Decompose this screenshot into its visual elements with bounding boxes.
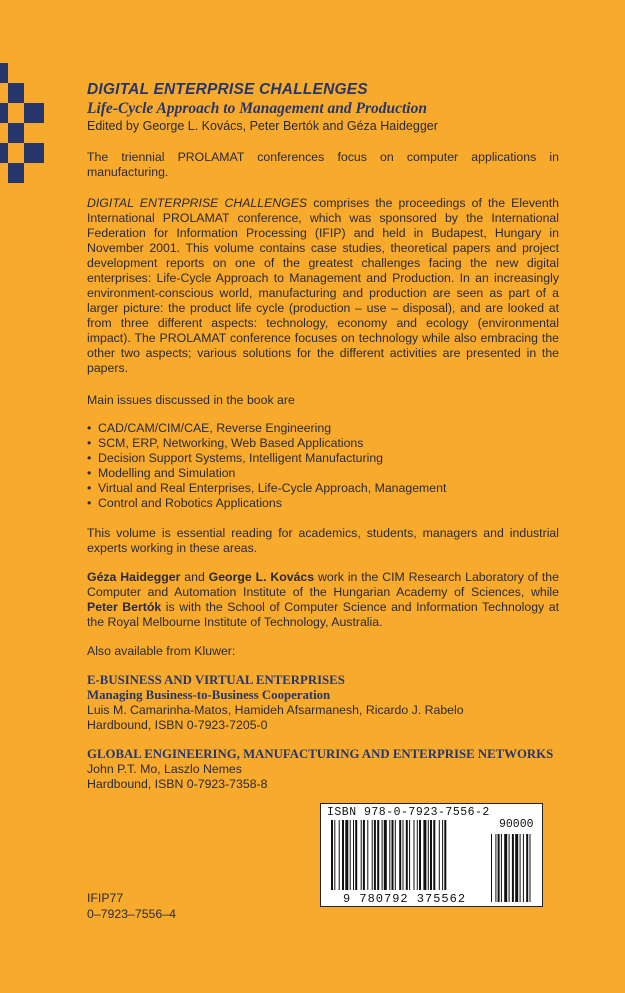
- barcode-bar: [363, 820, 365, 890]
- barcode-bar: [419, 820, 421, 890]
- barcode-addon-bar: [504, 834, 507, 902]
- barcode-bar: [406, 820, 408, 890]
- barcode-addon-bar: [495, 834, 496, 902]
- isbn-barcode: [320, 803, 543, 907]
- barcode-bar: [403, 820, 404, 890]
- isbn-code: 0–7923–7556–4: [87, 907, 176, 921]
- barcode-bar: [350, 820, 351, 890]
- list-item: • SCM, ERP, Networking, Web Based Applications: [87, 436, 559, 451]
- barcode-bar: [423, 820, 426, 890]
- barcode-bar: [417, 820, 418, 890]
- barcode-bar: [414, 820, 415, 890]
- barcode-bar: [339, 820, 340, 890]
- barcode-ean-number: 9 780792 375562: [343, 892, 467, 906]
- related-book-title: E-BUSINESS AND VIRTUAL ENTERPRISES: [87, 673, 345, 687]
- list-item: • CAD/CAM/CIM/CAE, Reverse Engineering: [87, 421, 559, 436]
- book-title: DIGITAL ENTERPRISE CHALLENGES: [87, 81, 368, 98]
- barcode-bar: [342, 820, 344, 890]
- barcode-bar: [444, 820, 446, 890]
- related-book: [87, 673, 559, 733]
- related-book: [87, 747, 559, 792]
- list-item: • Decision Support Systems, Intelligent Manufacturing: [87, 451, 559, 466]
- barcode-isbn-label: ISBN 978-0-7923-7556-2: [327, 806, 490, 819]
- barcode-bar: [361, 820, 362, 890]
- barcode-bar: [430, 820, 432, 890]
- author-name: Peter Bertók: [87, 600, 162, 614]
- book-editors: Edited by George L. Kovács, Peter Bertók and Géza Haidegger: [87, 119, 438, 133]
- back-cover-content: [87, 80, 559, 792]
- also-available-heading: Also available from Kluwer:: [87, 644, 236, 658]
- barcode-bar: [409, 820, 410, 890]
- issues-intro: Main issues discussed in the book are: [87, 393, 295, 407]
- barcode-bar: [331, 820, 333, 890]
- barcode-bar: [392, 820, 394, 890]
- related-book-authors: John P.T. Mo, Laszlo Nemes: [87, 762, 242, 776]
- list-item: • Control and Robotics Applications: [87, 496, 559, 511]
- barcode-bar: [367, 820, 368, 890]
- barcode-bar: [433, 820, 435, 890]
- intro-paragraph: The triennial PROLAMAT conferences focus on computer applications in manufacturing.: [87, 150, 559, 179]
- book-subtitle: Life-Cycle Approach to Management and Production: [87, 100, 427, 117]
- authors-connector: and: [180, 570, 209, 584]
- cover-codes: [87, 890, 176, 922]
- description-text: comprises the proceedings of the Eleventh International PROLAMAT conference, which was sponsored by the International Federation for Information Processing (IFIP) and held in Budapest, Hungary in November 2001. This volume contains case studies, theoretical papers and project development reports on one of the greatest challenges facing the new digital enterprises: Life-Cycle Approach to Management and Production. In an increasingly environment-conscious world, manufacturing and production are seen as part of a larger picture: the product life cycle (production – use – disposal), and are looked at from three different aspects: technology, economy and ecology (environmental impact). The PROLAMAT conference focuses on technology while also embracing the other two aspects; various solutions for the different activities are presented in the papers.: [87, 196, 559, 375]
- authors-text: work in the CIM Research Laboratory of the Computer and Automation Institute of the Hungarian Academy of Sciences, while: [87, 570, 559, 599]
- barcode-bar: [389, 820, 390, 890]
- barcode-addon-bar: [509, 834, 510, 902]
- barcode-bar: [439, 820, 440, 890]
- barcode-bar: [395, 820, 396, 890]
- checkerboard-logo: [0, 63, 44, 183]
- barcode-addon-bar: [530, 834, 531, 902]
- issues-list: [87, 421, 559, 511]
- barcode-bar: [374, 820, 376, 890]
- barcode-bars-icon: [321, 804, 542, 906]
- barcode-addon-bar: [512, 834, 514, 902]
- related-book-authors: Luis M. Camarinha-Matos, Hamideh Afsarmanesh, Ricardo J. Rabelo: [87, 703, 464, 717]
- barcode-addon-bar: [501, 834, 502, 902]
- barcode-bar: [372, 820, 373, 890]
- authors-text: is with the School of Computer Science and Information Technology at the Royal Melbourne Institute of Technology, Australia.: [87, 600, 559, 629]
- related-book-isbn: Hardbound, ISBN 0-7923-7205-0: [87, 718, 268, 732]
- barcode-addon-bar: [515, 834, 518, 902]
- author-name: Géza Haidegger: [87, 570, 181, 584]
- barcode-addon-bar: [520, 834, 521, 902]
- barcode-bar: [384, 820, 387, 890]
- description-paragraph: [87, 196, 559, 376]
- related-book-isbn: Hardbound, ISBN 0-7923-7358-8: [87, 777, 268, 791]
- barcode-addon-bar: [498, 834, 500, 902]
- authors-paragraph: [87, 570, 559, 630]
- barcode-bar: [377, 820, 379, 890]
- related-book-title: GLOBAL ENGINEERING, MANUFACTURING AND ENTERPRISE NETWORKS: [87, 747, 554, 761]
- barcode-bar: [382, 820, 383, 890]
- barcode-bar: [399, 820, 401, 890]
- barcode-bar: [428, 820, 429, 890]
- barcode-addon-bar: [526, 834, 528, 902]
- barcode-bar: [355, 820, 357, 890]
- series-code: IFIP77: [87, 891, 124, 905]
- barcode-price-code: 90000: [499, 818, 534, 831]
- author-name: George L. Kovács: [208, 570, 315, 584]
- barcode-bar: [345, 820, 348, 890]
- barcode-addon-bar: [523, 834, 524, 902]
- barcode-bar: [334, 820, 335, 890]
- barcode-bar: [442, 820, 443, 890]
- list-item: • Modelling and Simulation: [87, 466, 559, 481]
- barcode-addon-bar: [491, 834, 492, 902]
- audience-paragraph: This volume is essential reading for academics, students, managers and industrial experts working in these areas.: [87, 526, 559, 555]
- related-book-subtitle: Managing Business-to-Business Cooperation: [87, 688, 331, 702]
- description-title: DIGITAL ENTERPRISE CHALLENGES: [87, 196, 308, 210]
- barcode-bar: [353, 820, 354, 890]
- list-item: • Virtual and Real Enterprises, Life-Cycle Approach, Management: [87, 481, 559, 496]
